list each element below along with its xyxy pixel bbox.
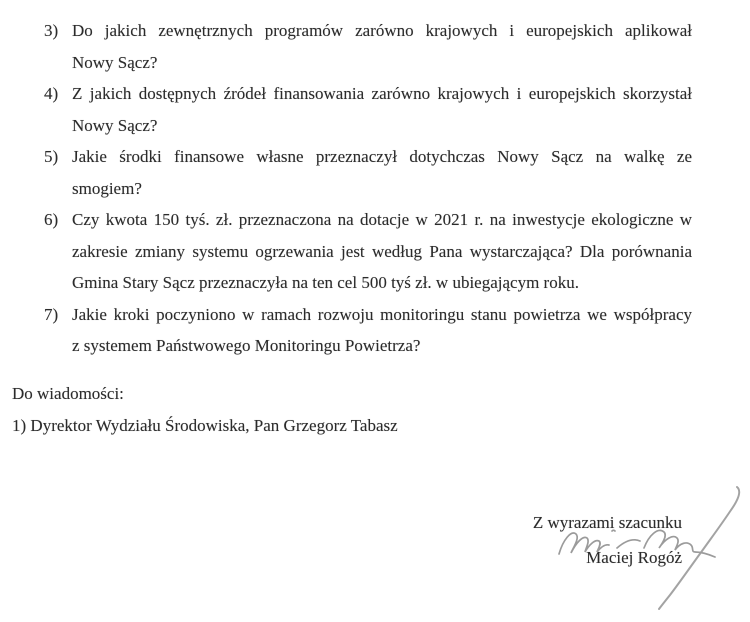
- question-text: [72, 141, 692, 204]
- question-text: [72, 204, 692, 299]
- question-number: 4): [44, 84, 59, 103]
- question-line: Nowy Sącz?: [72, 115, 158, 135]
- question-text: [72, 299, 692, 362]
- question-number: 7): [44, 304, 59, 324]
- question-line: zakresie zmiany systemu ogrzewania jest według Pana wystarczająca? Dla porównania: [72, 241, 692, 261]
- question-line: smogiem?: [72, 178, 142, 198]
- question-item-5: [44, 141, 692, 204]
- closing-salutation: Z wyrazami szacunku: [532, 513, 682, 532]
- closing-block: [533, 512, 682, 569]
- question-item-7: [44, 299, 692, 362]
- question-item-3: [44, 15, 692, 78]
- question-line: Jakie środki finansowe własne przeznaczył dotychczas Nowy Sącz na walkę ze: [72, 147, 692, 166]
- questions-list: [44, 15, 692, 362]
- question-line: Jakie kroki poczyniono w ramach rozwoju monitoringu stanu powietrza we współpracy: [72, 304, 692, 324]
- distribution-block: [12, 378, 398, 441]
- question-line: Nowy Sącz?: [72, 52, 158, 72]
- question-line: Z jakich dostępnych źródeł finansowania zarówno krajowych i europejskich skorzystał: [72, 84, 692, 103]
- question-line: Gmina Stary Sącz przeznaczyła na ten cel 500 tyś zł. w ubiegającym roku.: [72, 273, 579, 292]
- question-text: [72, 78, 692, 141]
- question-text: [72, 15, 692, 78]
- distribution-heading: Do wiadomości:: [12, 384, 124, 403]
- question-number: 3): [44, 21, 59, 40]
- question-item-6: [44, 204, 692, 299]
- question-item-4: [44, 78, 692, 141]
- question-line: z systemem Państwowego Monitoringu Powietrza?: [72, 336, 421, 355]
- signer-name: Maciej Rogóż: [586, 548, 682, 567]
- question-line: Do jakich zewnętrznych programów zarówno krajowych i europejskich aplikował: [72, 21, 692, 40]
- question-number: 6): [44, 210, 59, 229]
- distribution-item: 1) Dyrektor Wydziału Środowiska, Pan Grzegorz Tabasz: [12, 415, 398, 435]
- question-line: Czy kwota 150 tyś. zł. przeznaczona na dotacje w 2021 r. na inwestycje ekologiczne w: [72, 210, 692, 229]
- question-number: 5): [44, 147, 59, 166]
